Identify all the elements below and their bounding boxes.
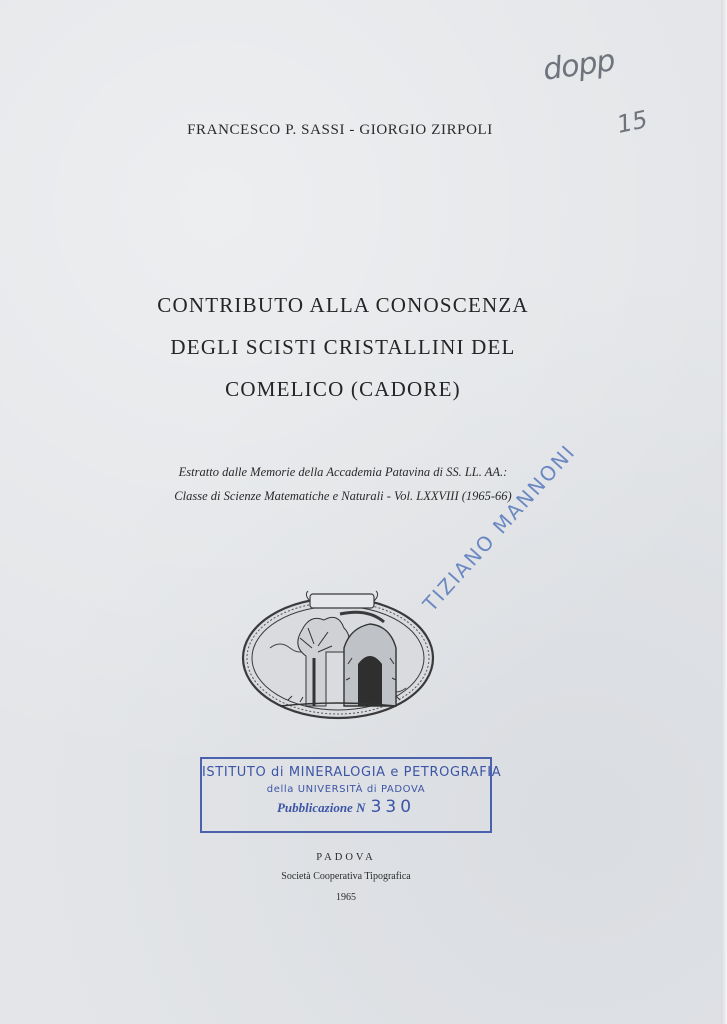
owner-name-stamp: TIZIANO MANNONI: [418, 439, 581, 617]
institute-stamp-line-1: ISTITUTO di MINERALOGIA e PETROGRAFIA: [202, 765, 502, 780]
title-line-2: DEGLI SCISTI CRISTALLINI DEL: [170, 335, 516, 359]
imprint-year: 1965: [336, 892, 356, 903]
document-title: [95, 284, 591, 410]
handwritten-copy-mark: dopp: [540, 43, 617, 88]
academy-seal-emblem: [240, 588, 436, 722]
institute-stamp: [200, 757, 502, 833]
imprint: [200, 852, 492, 903]
authors: FRANCESCO P. SASSI - GIORGIO ZIRPOLI: [187, 122, 493, 138]
institute-stamp-line-2: della UNIVERSITÀ di PADOVA: [266, 784, 426, 795]
title-line-3: COMELICO (CADORE): [225, 377, 461, 401]
imprint-city: PADOVA: [316, 852, 376, 863]
handwritten-number: 15: [614, 105, 651, 139]
publication-number: 330: [370, 797, 416, 817]
publication-number-row: [202, 797, 490, 817]
title-line-1: CONTRIBUTO ALLA CONOSCENZA: [157, 293, 529, 317]
publication-label: Pubblicazione N: [276, 800, 366, 815]
excerpt-line-1: Estratto dalle Memorie della Accademia Patavina di SS. LL. AA.:: [178, 465, 508, 479]
page-edge: [721, 0, 727, 1024]
excerpt-line-2: Classe di Scienze Matematiche e Naturali - Vol. LXXVIII (1965-66): [174, 489, 512, 503]
imprint-publisher: Società Cooperativa Tipografica: [281, 871, 411, 882]
